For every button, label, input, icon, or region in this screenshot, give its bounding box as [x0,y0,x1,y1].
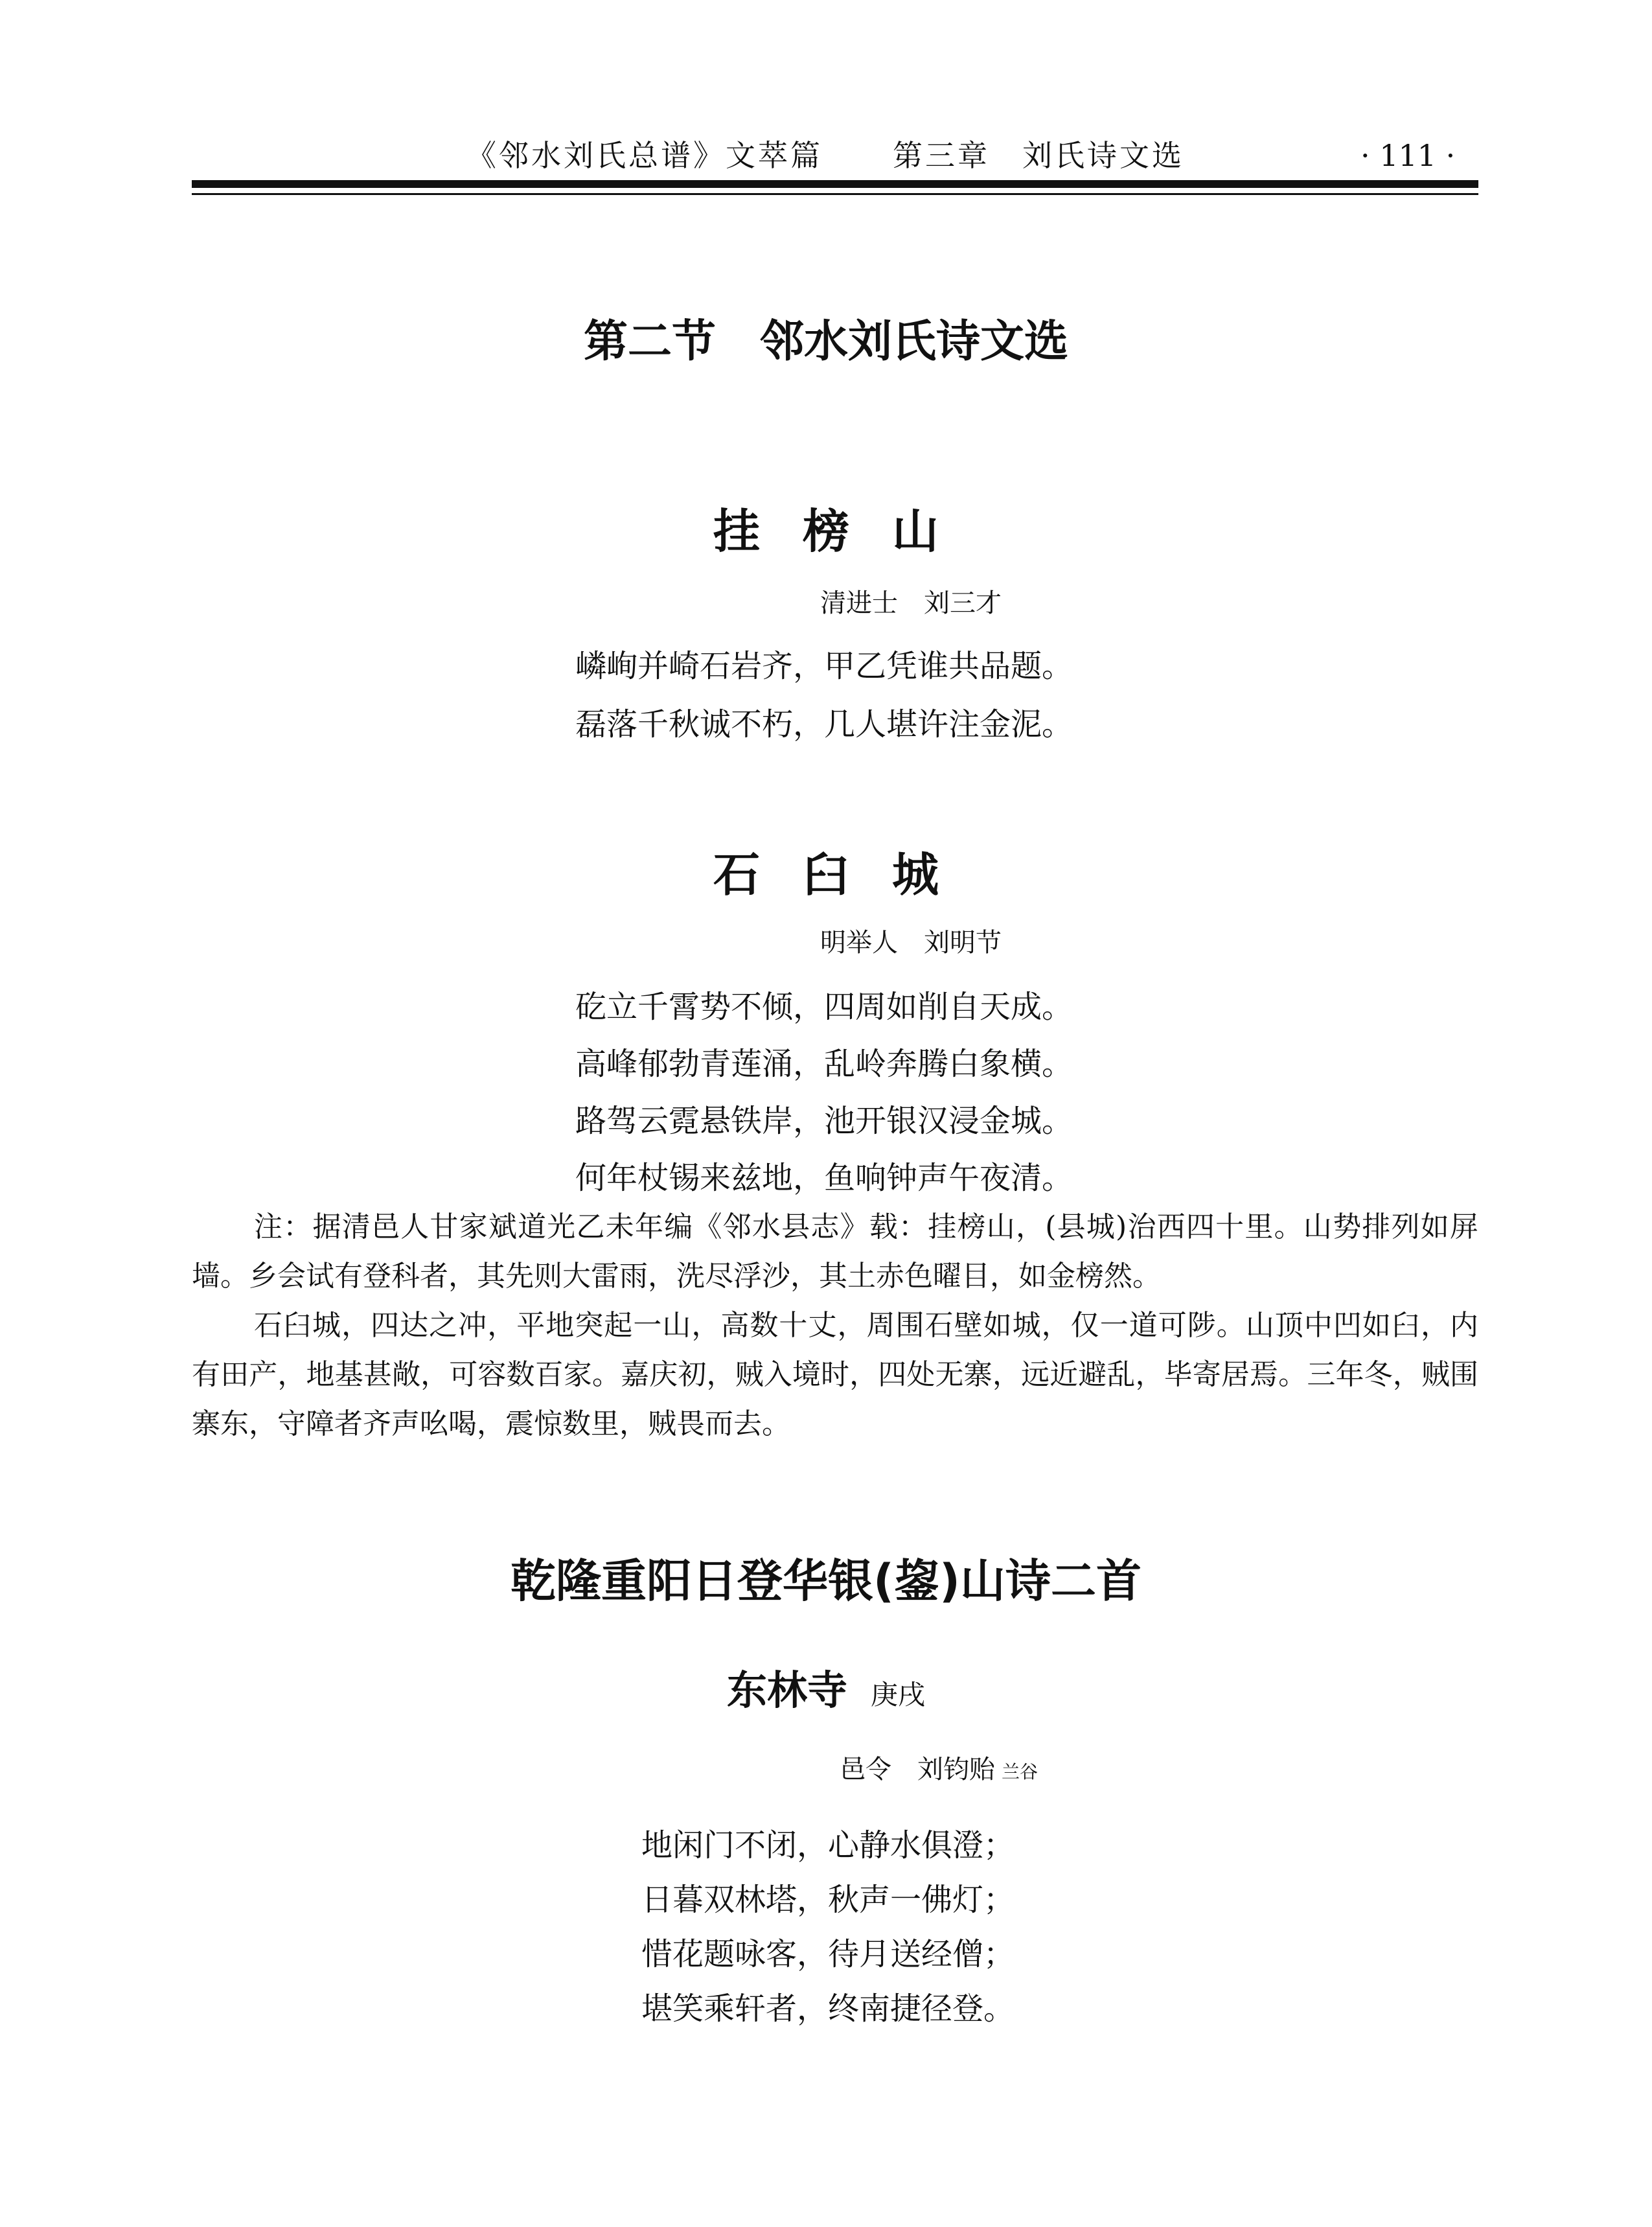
running-header-book: 《邻水刘氏总谱》文萃篇 [466,138,823,173]
poem-line: 矻立千霄势不倾，四周如削自天成。 [575,989,1073,1025]
header-rule-thick [192,180,1478,188]
poem-line: 惜花题咏客，待月送经僧； [641,1936,1015,1972]
author-suffix: 兰谷 [1002,1761,1038,1783]
poem-author-3 [840,1753,1038,1788]
poem-line: 日暮双林塔，秋声一佛灯； [641,1882,1015,1918]
poem-line: 地闲门不闭，心静水俱澄； [641,1827,1015,1864]
poem-title-donglinsi [0,1667,1652,1719]
section-title: 第二节 邻水刘氏诗文选 [583,316,1068,367]
poem-line: 堪笑乘轩者，终南捷径登。 [641,1990,1015,2027]
poem-author-1: 清进士 刘三才 [820,588,1002,618]
poem-line: 高峰郁勃青莲涌，乱岭奔腾白象横。 [575,1046,1073,1082]
notes-block [192,1203,1478,1449]
header-rule-thin [192,193,1478,195]
poem-title-guabangshan: 挂榜山 [713,504,981,559]
poem-line: 路驾云霓悬铁岸，池开银汉浸金城。 [575,1103,1073,1139]
poem-group-title: 乾隆重阳日登华银(鋆)山诗二首 [511,1554,1141,1608]
poem-line: 嶙峋并崎石岩齐，甲乙凭谁共品题。 [575,648,1073,684]
poem-author-2: 明举人 刘明节 [820,928,1002,958]
page-number: · 111 · [1360,138,1456,173]
poem-title-year: 庚戌 [871,1679,926,1711]
poem-title-name: 东林寺 [726,1667,847,1714]
running-header-chapter: 第三章 刘氏诗文选 [893,138,1184,173]
poem-line: 何年杖锡来兹地，鱼响钟声午夜清。 [575,1160,1073,1196]
note-paragraph: 石臼城，四达之冲，平地突起一山，高数十丈，周围石壁如城，仅一道可陟。山顶中凹如臼，内有田产，地基甚敞，可容数百家。嘉庆初，贼入境时，四处无寨，远近避乱，毕寄居焉。三年冬，贼围寨东，守障者齐声吆喝，震惊数里，贼畏而去。 [192,1309,1478,1440]
poem-line: 磊落千秋诚不朽，几人堪许注金泥。 [575,706,1073,743]
poem-title-shijiucheng: 石臼城 [713,848,981,902]
author-name: 邑令 刘钧贻 [840,1755,995,1784]
note-paragraph: 注：据清邑人甘家斌道光乙未年编《邻水县志》载：挂榜山，(县城)治西四十里。山势排列如屏墙。乡会试有登科者，其先则大雷雨，洗尽浮沙，其土赤色曜目，如金榜然。 [192,1210,1478,1293]
